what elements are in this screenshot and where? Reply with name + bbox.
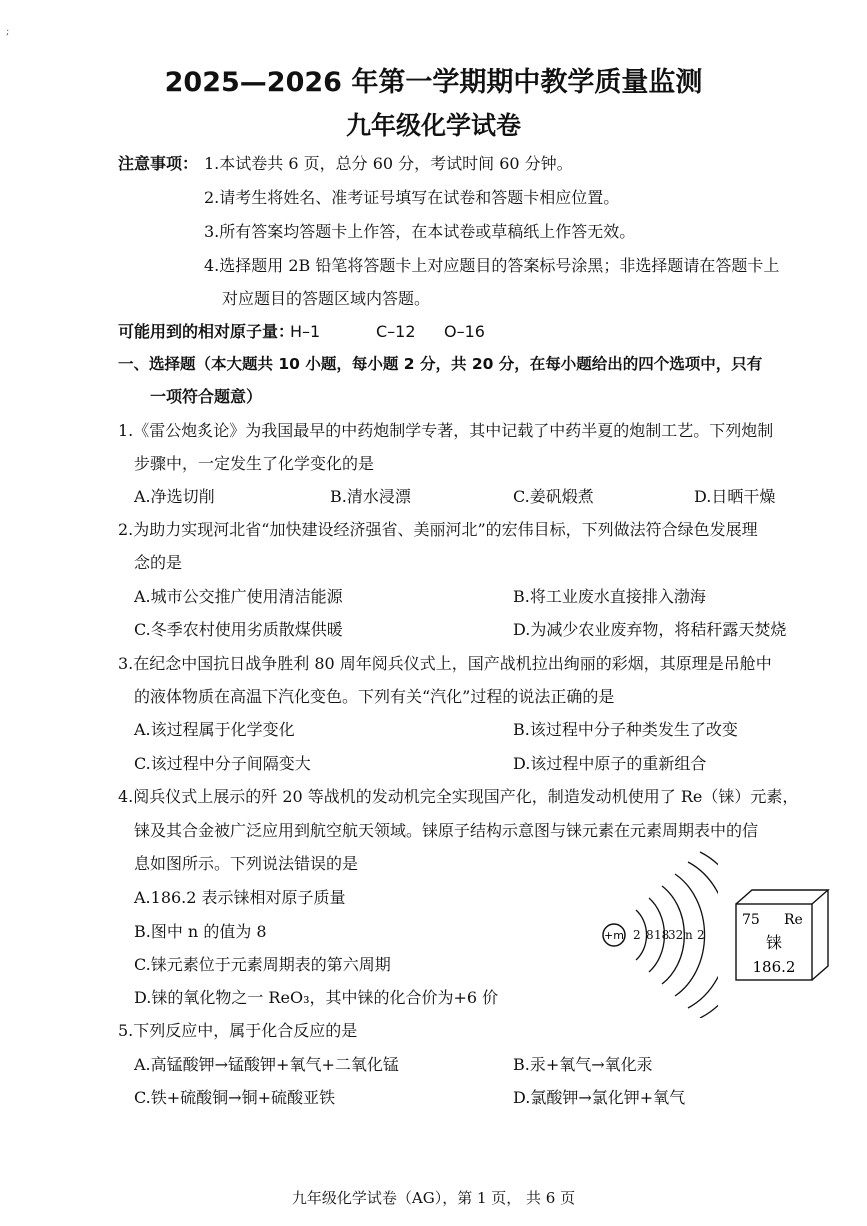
q4-option-d: D.铼的氧化物之一 ReO₃，其中铼的化合价为+6 价: [134, 988, 499, 1007]
atomic-mass-c: C–12: [376, 322, 416, 341]
notice-item-2: 2.请考生将姓名、准考证号填写在试卷和答题卡相应位置。: [204, 188, 620, 207]
shell-4-electrons: 32: [668, 928, 684, 942]
q5-option-a: A.高锰酸钾→锰酸钾+氧气+二氧化锰: [134, 1055, 399, 1074]
q3-option-d: D.该过程中原子的重新组合: [513, 754, 707, 773]
q1-option-a: A.净选切削: [134, 487, 215, 506]
shell-2-electrons: 8: [646, 928, 654, 942]
notice-item-3: 3.所有答案均答题卡上作答，在本试卷或草稿纸上作答无效。: [204, 222, 636, 241]
shell-5-electrons: n: [685, 928, 693, 942]
notice-label: 注意事项：: [118, 154, 199, 173]
corner-mark: ;: [6, 26, 10, 37]
q5-option-d: D.氯酸钾→氯化钾+氧气: [513, 1088, 686, 1107]
notice-item-1: 1.本试卷共 6 页，总分 60 分，考试时间 60 分钟。: [204, 154, 573, 173]
element-symbol: Re: [784, 912, 803, 928]
atomic-number: 75: [742, 912, 760, 928]
section1-heading: 一、选择题（本大题共 10 小题，每小题 2 分，共 20 分，在每小题给出的四个选项中，只有: [118, 355, 763, 373]
q1-stem-1: 1.《雷公炮炙论》为我国最早的中药炮制学专著，其中记载了中药半夏的炮制工艺。下列炮制: [118, 421, 774, 440]
q5-option-c: C.铁+硫酸铜→铜+硫酸亚铁: [134, 1088, 335, 1107]
q2-option-d: D.为减少农业废弃物，将秸秆露天焚烧: [513, 620, 787, 639]
nucleus-charge: +m: [604, 929, 624, 942]
exam-title: 2025—2026 年第一学期期中教学质量监测: [164, 67, 703, 98]
q1-stem-2: 步骤中，一定发生了化学变化的是: [134, 454, 375, 473]
q4-stem-3: 息如图所示。下列说法错误的是: [134, 854, 359, 873]
q4-option-a: A.186.2 表示铼相对原子质量: [134, 888, 346, 907]
cell-top-face: [736, 890, 828, 904]
shell-3-electrons: 18: [654, 928, 670, 942]
shell-6-electrons: 2: [697, 928, 705, 942]
shell-1-electrons: 2: [633, 928, 641, 942]
notice-item-4: 4.选择题用 2B 铅笔将答题卡上对应题目的答案标号涂黑；非选择题请在答题卡上: [204, 256, 780, 275]
q1-option-d: D.日晒干燥: [694, 487, 776, 506]
q4-stem-2: 铼及其合金被广泛应用到航空航天领域。铼原子结构示意图与铼元素在元素周期表中的信: [134, 821, 759, 840]
exam-subtitle: 九年级化学试卷: [345, 111, 521, 140]
rhenium-element-cell: [734, 888, 834, 982]
cell-side-face: [812, 890, 828, 980]
q2-option-b: B.将工业废水直接排入渤海: [513, 587, 706, 606]
q1-option-b: B.清水浸漂: [330, 487, 411, 506]
q2-stem-1: 2.为助力实现河北省“加快建设经济强省、美丽河北”的宏伟目标，下列做法符合绿色发展理: [118, 520, 758, 539]
atomic-mass: 186.2: [752, 958, 796, 976]
q5-option-b: B.汞+氧气→氧化汞: [513, 1055, 653, 1074]
q4-option-c: C.铼元素位于元素周期表的第六周期: [134, 955, 391, 974]
notice-item-4-cont: 对应题目的答题区域内答题。: [222, 289, 431, 308]
q5-stem-1: 5.下列反应中，属于化合反应的是: [118, 1021, 358, 1040]
q4-option-b: B.图中 n 的值为 8: [134, 922, 267, 941]
q2-option-c: C.冬季农村使用劣质散煤供暖: [134, 620, 343, 639]
rhenium-atom-structure-diagram: [596, 848, 718, 1018]
q2-option-a: A.城市公交推广使用清洁能源: [134, 587, 343, 606]
atomic-mass-o: O–16: [444, 322, 485, 341]
atomic-mass-h: H–1: [290, 322, 321, 341]
q3-option-c: C.该过程中分子间隔变大: [134, 754, 311, 773]
atomic-mass-label: 可能用到的相对原子量：: [118, 322, 295, 341]
q3-option-b: B.该过程中分子种类发生了改变: [513, 720, 738, 739]
q4-stem-1: 4.阅兵仪式上展示的歼 20 等战机的发动机完全实现国产化，制造发动机使用了 Re（铼）元素，: [118, 787, 799, 806]
q1-option-c: C.姜矾煅煮: [513, 487, 594, 506]
page-footer: 九年级化学试卷（AG），第 1 页， 共 6 页: [291, 1189, 576, 1207]
q3-stem-2: 的液体物质在高温下汽化变色。下列有关“汽化”过程的说法正确的是: [134, 687, 615, 706]
section1-heading-cont: 一项符合题意）: [150, 387, 263, 406]
q3-stem-1: 3.在纪念中国抗日战争胜利 80 周年阅兵仪式上，国产战机拉出绚丽的彩烟，其原理是吊舱中: [118, 654, 772, 673]
q3-option-a: A.该过程属于化学变化: [134, 720, 295, 739]
q2-stem-2: 念的是: [134, 553, 183, 572]
element-name: 铼: [765, 933, 783, 952]
